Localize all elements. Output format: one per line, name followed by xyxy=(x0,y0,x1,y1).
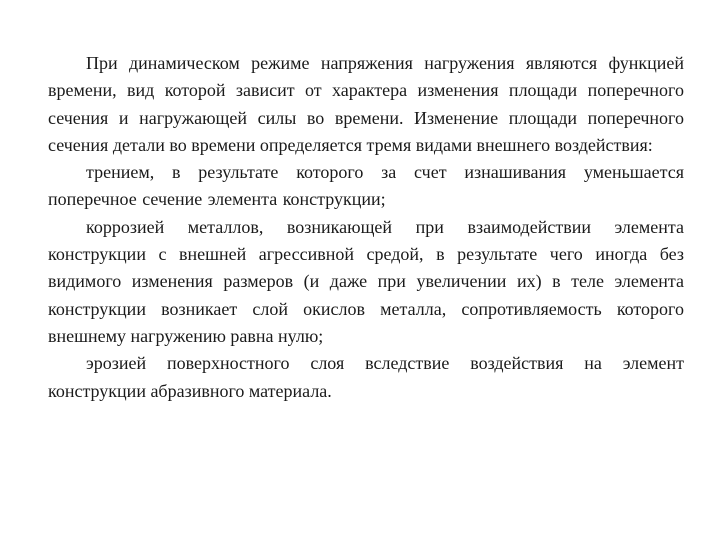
paragraph-erosion: эрозией поверхностного слоя вследствие воздействия на элемент конструкции абразивного материала. xyxy=(48,353,684,401)
document-body xyxy=(48,50,684,405)
paragraph-friction: трением, в результате которого за счет изнашивания уменьшается поперечное сечение элемента конструкции; xyxy=(48,162,684,210)
paragraph-corrosion: коррозией металлов, возникающей при взаимодействии элемента конструкции с внешней агрессивной средой, в результате чего иногда без видимого изменения размеров (и даже при увеличении их) в теле элемента конструкции возникает слой окислов металла, сопротивляемость которого внешнему нагружению равна нулю; xyxy=(48,216,684,346)
paragraph-dynamic-mode: При динамическом режиме напряжения нагружения являются функцией времени, вид которой зависит от характера изменения площади поперечного сечения и нагружающей силы во времени. Изменение площади поперечного сечения детали во времени определяется тремя видами внешнего воздействия: xyxy=(48,53,684,155)
